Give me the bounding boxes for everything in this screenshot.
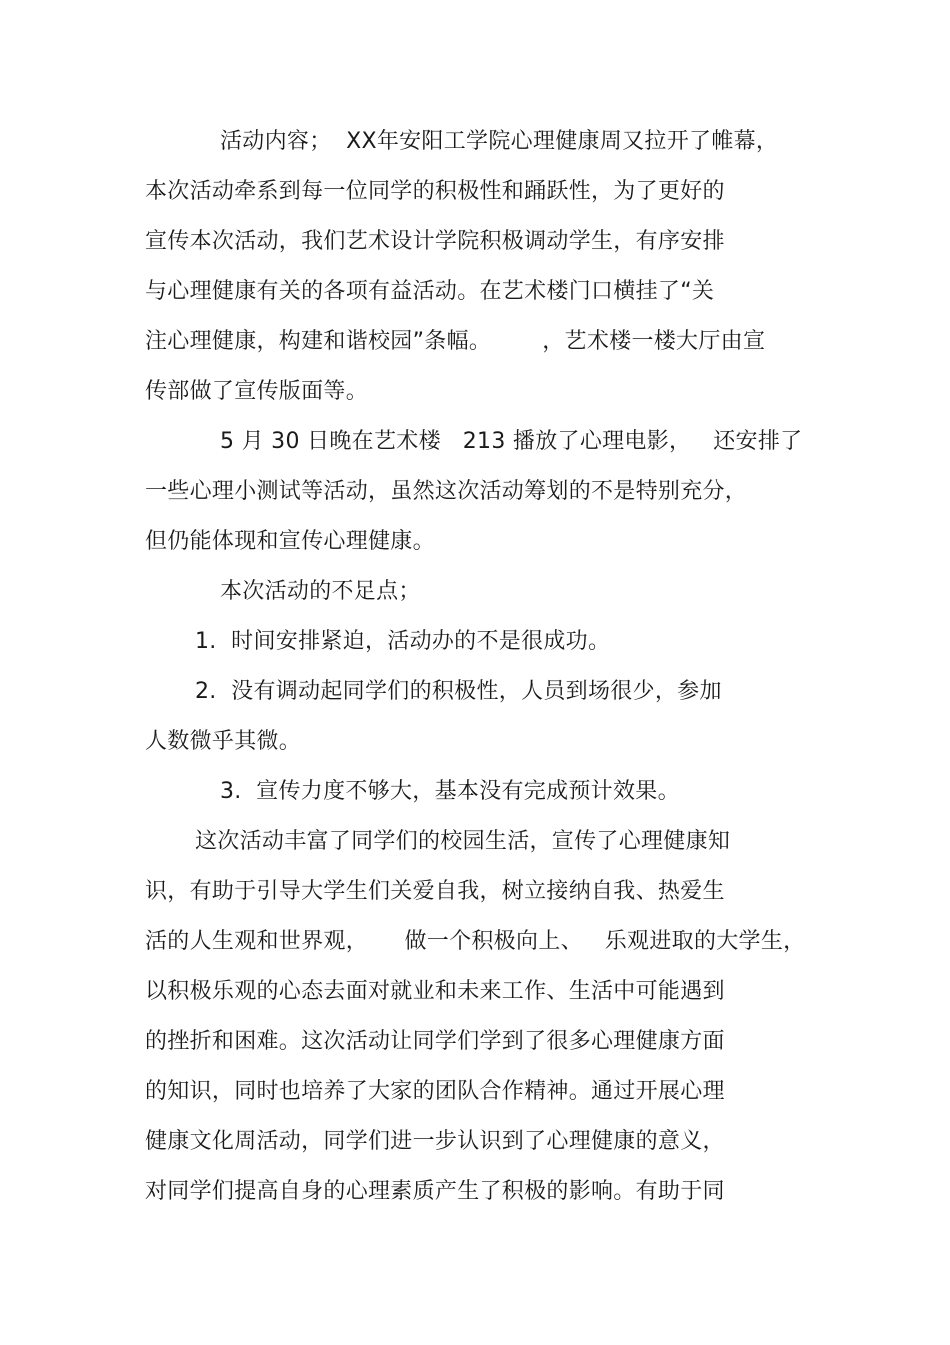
- text-line: 识，有助于引导大学生们关爱自我，树立接纳自我、热爱生: [145, 879, 725, 904]
- text-line: 的知识，同时也培养了大家的团队合作精神。通过开展心理: [145, 1079, 725, 1104]
- text-line: 这次活动丰富了同学们的校园生活，宣传了心理健康知: [195, 829, 731, 854]
- list-item: 3. 宣传力度不够大，基本没有完成预计效果。: [220, 779, 680, 804]
- text-line: 但仍能体现和宣传心理健康。: [145, 529, 435, 554]
- text-line: 宣传本次活动，我们艺术设计学院积极调动学生，有序安排: [145, 229, 725, 254]
- text-line: 对同学们提高自身的心理素质产生了积极的影响。有助于同: [145, 1179, 725, 1204]
- list-item: 2. 没有调动起同学们的积极性，人员到场很少，参加: [195, 679, 722, 704]
- text-line: 的挫折和困难。这次活动让同学们学到了很多心理健康方面: [145, 1029, 725, 1054]
- text-line: 5 月 30 日晚在艺术楼 213 播放了心理电影， 还安排了: [220, 429, 803, 454]
- text-line: 人数微乎其微。: [145, 729, 302, 754]
- text-line: 本次活动的不足点；: [220, 579, 421, 604]
- text-line: 本次活动牵系到每一位同学的积极性和踊跃性，为了更好的: [145, 179, 725, 204]
- text-line: 健康文化周活动，同学们进一步认识到了心理健康的意义，: [145, 1129, 725, 1154]
- text-line: 与心理健康有关的各项有益活动。在艺术楼门口横挂了“关: [145, 279, 715, 304]
- text-line: 注心理健康，构建和谐校园”条幅。 ，艺术楼一楼大厅由宣: [145, 329, 766, 354]
- text-line: 活的人生观和世界观， 做一个积极向上、 乐观进取的大学生，: [145, 929, 806, 954]
- text-line: 活动内容； XX年安阳工学院心理健康周又拉开了帷幕，: [220, 129, 779, 154]
- list-item: 1. 时间安排紧迫，活动办的不是很成功。: [195, 629, 611, 654]
- text-line: 以积极乐观的心态去面对就业和未来工作、生活中可能遇到: [145, 979, 725, 1004]
- text-line: 传部做了宣传版面等。: [145, 379, 369, 404]
- text-line: 一些心理小测试等活动，虽然这次活动筹划的不是特别充分，: [145, 479, 748, 504]
